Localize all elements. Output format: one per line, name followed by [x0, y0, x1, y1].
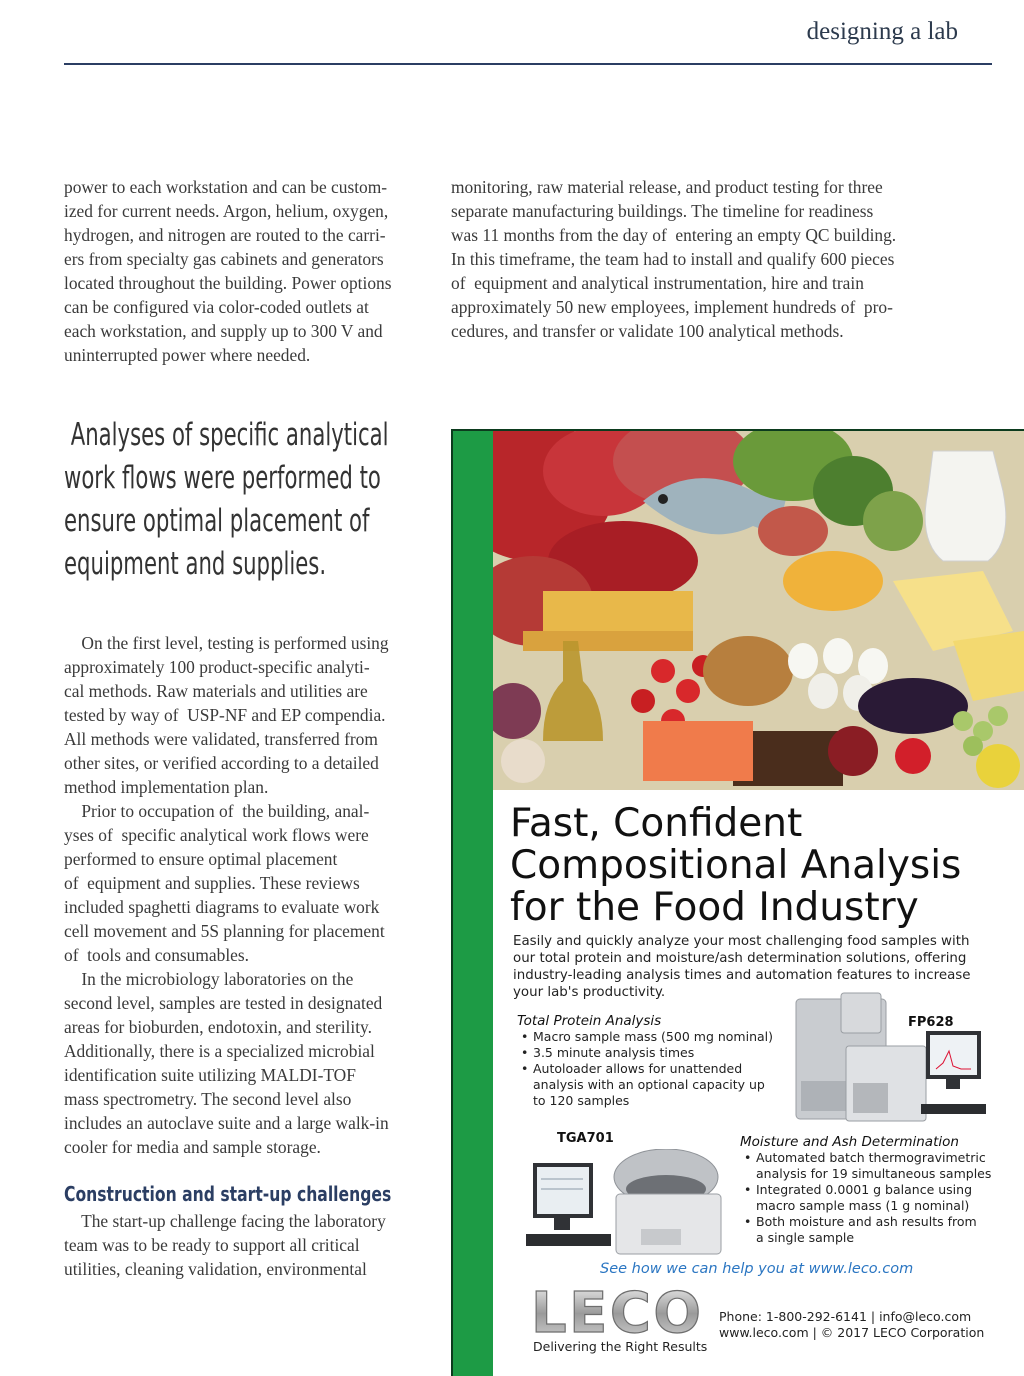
section-header: designing a lab [806, 18, 958, 45]
text-line: of equipment and supplies. These reviews [64, 873, 360, 893]
text-line: located throughout the building. Power options [64, 273, 392, 293]
feature-bullet-text: Autoloader allows for unattended [533, 1061, 743, 1076]
article-column-left-bottom [64, 1209, 424, 1281]
text-line: In this timeframe, the team had to install and qualify 600 pieces [451, 249, 895, 269]
text-line: of tools and consumables. [64, 945, 249, 965]
text-line: each workstation, and supply up to 300 V and [64, 321, 383, 341]
protein-analysis-title: Total Protein Analysis [517, 1013, 662, 1029]
text-line: Phone: 1-800-292-6141 | info@leco.com [719, 1309, 972, 1324]
tga701-instrument-image [521, 1149, 731, 1261]
text-line: your lab's productivity. [513, 985, 666, 1000]
moisture-ash-block [740, 1134, 1020, 1246]
feature-bullet [517, 1029, 807, 1045]
feature-bullet-text: 3.5 minute analysis times [533, 1045, 695, 1060]
protein-features-list [517, 1029, 807, 1109]
text-line: method implementation plan. [64, 777, 269, 797]
text-line: Prior to occupation of the building, anal- [64, 801, 370, 821]
article-column-left-body [64, 631, 424, 1159]
text-line: cedures, and transfer or validate 100 analytical methods. [451, 321, 844, 341]
text-line: for the Food Industry [510, 885, 919, 930]
ad-accent-bar [451, 429, 493, 1376]
text-line: All methods were validated, transferred from [64, 729, 378, 749]
pull-quote [64, 414, 389, 586]
article-column-left-top [64, 175, 424, 367]
fp628-label: FP628 [908, 1015, 954, 1030]
text-line: second level, samples are tested in designated [64, 993, 383, 1013]
text-line: Fast, Confident [510, 801, 803, 846]
text-line: industry-leading analysis times and automation features to increase [513, 968, 971, 983]
feature-bullet-text: analysis with an optional capacity up [533, 1077, 765, 1092]
feature-bullet [517, 1045, 807, 1061]
bullet-icon: • [744, 1214, 752, 1229]
feature-bullet-text: Automated batch thermogravimetric [756, 1150, 986, 1165]
protein-analysis-block [517, 1013, 807, 1109]
text-line: Compositional Analysis [510, 843, 962, 888]
bullet-icon: • [521, 1061, 529, 1076]
text-line: monitoring, raw material release, and product testing for three [451, 177, 883, 197]
feature-bullet-text: to 120 samples [533, 1093, 630, 1108]
feature-bullet-text: a single sample [756, 1230, 855, 1245]
ad-contact-info [719, 1309, 984, 1341]
moisture-ash-title: Moisture and Ash Determination [740, 1134, 959, 1150]
text-line: approximately 50 new employees, implement hundreds of pro- [451, 297, 893, 317]
text-line: The start-up challenge facing the laboratory [64, 1211, 386, 1231]
bullet-icon: • [521, 1029, 529, 1044]
text-line: In the microbiology laboratories on the [64, 969, 354, 989]
text-line: work flows were performed to [64, 460, 381, 496]
feature-bullet [517, 1061, 807, 1109]
text-line: separate manufacturing buildings. The timeline for readiness [451, 201, 874, 221]
food-photo-illustration [493, 431, 1024, 790]
text-line: identification suite utilizing MALDI-TOF [64, 1065, 356, 1085]
ad-headline [510, 803, 1010, 929]
feature-bullet-text: Macro sample mass (500 mg nominal) [533, 1029, 774, 1044]
text-line: of equipment and analytical instrumentation, hire and train [451, 273, 864, 293]
text-line: power to each workstation and can be custom- [64, 177, 388, 197]
text-line: Additionally, there is a specialized microbial [64, 1041, 375, 1061]
text-line: was 11 months from the day of entering an empty QC building. [451, 225, 897, 245]
food-assortment-photo [493, 431, 1024, 790]
text-line: ers from specialty gas cabinets and generators [64, 249, 384, 269]
feature-bullet-text: analysis for 19 simultaneous samples [756, 1166, 992, 1181]
tga701-label: TGA701 [557, 1131, 614, 1146]
text-line: other sites, or verified according to a detailed [64, 753, 379, 773]
text-line: cell movement and 5S planning for placement [64, 921, 385, 941]
text-line: includes an autoclave suite and a large walk-in [64, 1113, 389, 1133]
text-line: tested by way of USP-NF and EP compendia. [64, 705, 386, 725]
fp628-instrument-image [791, 991, 986, 1123]
moisture-features-list [740, 1150, 1020, 1246]
text-line: hydrogen, and nitrogen are routed to the carri- [64, 225, 386, 245]
text-line: www.leco.com | © 2017 LECO Corporation [719, 1325, 985, 1340]
feature-bullet [740, 1182, 1020, 1214]
ad-tagline: Delivering the Right Results [533, 1339, 708, 1354]
feature-bullet [740, 1150, 1020, 1182]
text-line: yses of specific analytical work flows were [64, 825, 369, 845]
leco-logo-text: LECO [531, 1285, 701, 1341]
bullet-icon: • [744, 1150, 752, 1165]
feature-bullet-text: macro sample mass (1 g nominal) [756, 1198, 970, 1213]
text-line: On the first level, testing is performed using [64, 633, 389, 653]
header-rule [64, 63, 992, 65]
text-line: areas for bioburden, endotoxin, and sterility. [64, 1017, 372, 1037]
ad-border-left [451, 429, 453, 1376]
text-line: can be configured via color-coded outlets at [64, 297, 369, 317]
feature-bullet-text: Both moisture and ash results from [756, 1214, 977, 1229]
ad-website-link[interactable]: See how we can help you at www.leco.com [600, 1261, 914, 1277]
text-line: approximately 100 product-specific analyti- [64, 657, 370, 677]
text-line: included spaghetti diagrams to evaluate work [64, 897, 380, 917]
text-line: cooler for media and sample storage. [64, 1137, 321, 1157]
text-line: cal methods. Raw materials and utilities are [64, 681, 368, 701]
feature-bullet [740, 1214, 1020, 1246]
text-line: performed to ensure optimal placement [64, 849, 338, 869]
text-line: ized for current needs. Argon, helium, oxygen, [64, 201, 389, 221]
text-line: utilities, cleaning validation, environmental [64, 1259, 367, 1279]
bullet-icon: • [521, 1045, 529, 1060]
feature-bullet-text: Integrated 0.0001 g balance using [756, 1182, 973, 1197]
text-line: equipment and supplies. [64, 546, 327, 582]
text-line: team was to be ready to support all critical [64, 1235, 360, 1255]
text-line: mass spectrometry. The second level also [64, 1089, 352, 1109]
text-line: ensure optimal placement of [64, 503, 370, 539]
leco-logo [531, 1285, 711, 1341]
text-line: uninterrupted power where needed. [64, 345, 311, 365]
text-line: our total protein and moisture/ash determination solutions, offering [513, 951, 967, 966]
text-line: Analyses of specific analytical [64, 417, 389, 453]
section-heading: Construction and start-up challenges [64, 1182, 392, 1206]
article-column-right-top [451, 175, 931, 343]
text-line: Easily and quickly analyze your most challenging food samples with [513, 934, 970, 949]
bullet-icon: • [744, 1182, 752, 1197]
leco-advertisement[interactable] [451, 429, 1024, 1376]
